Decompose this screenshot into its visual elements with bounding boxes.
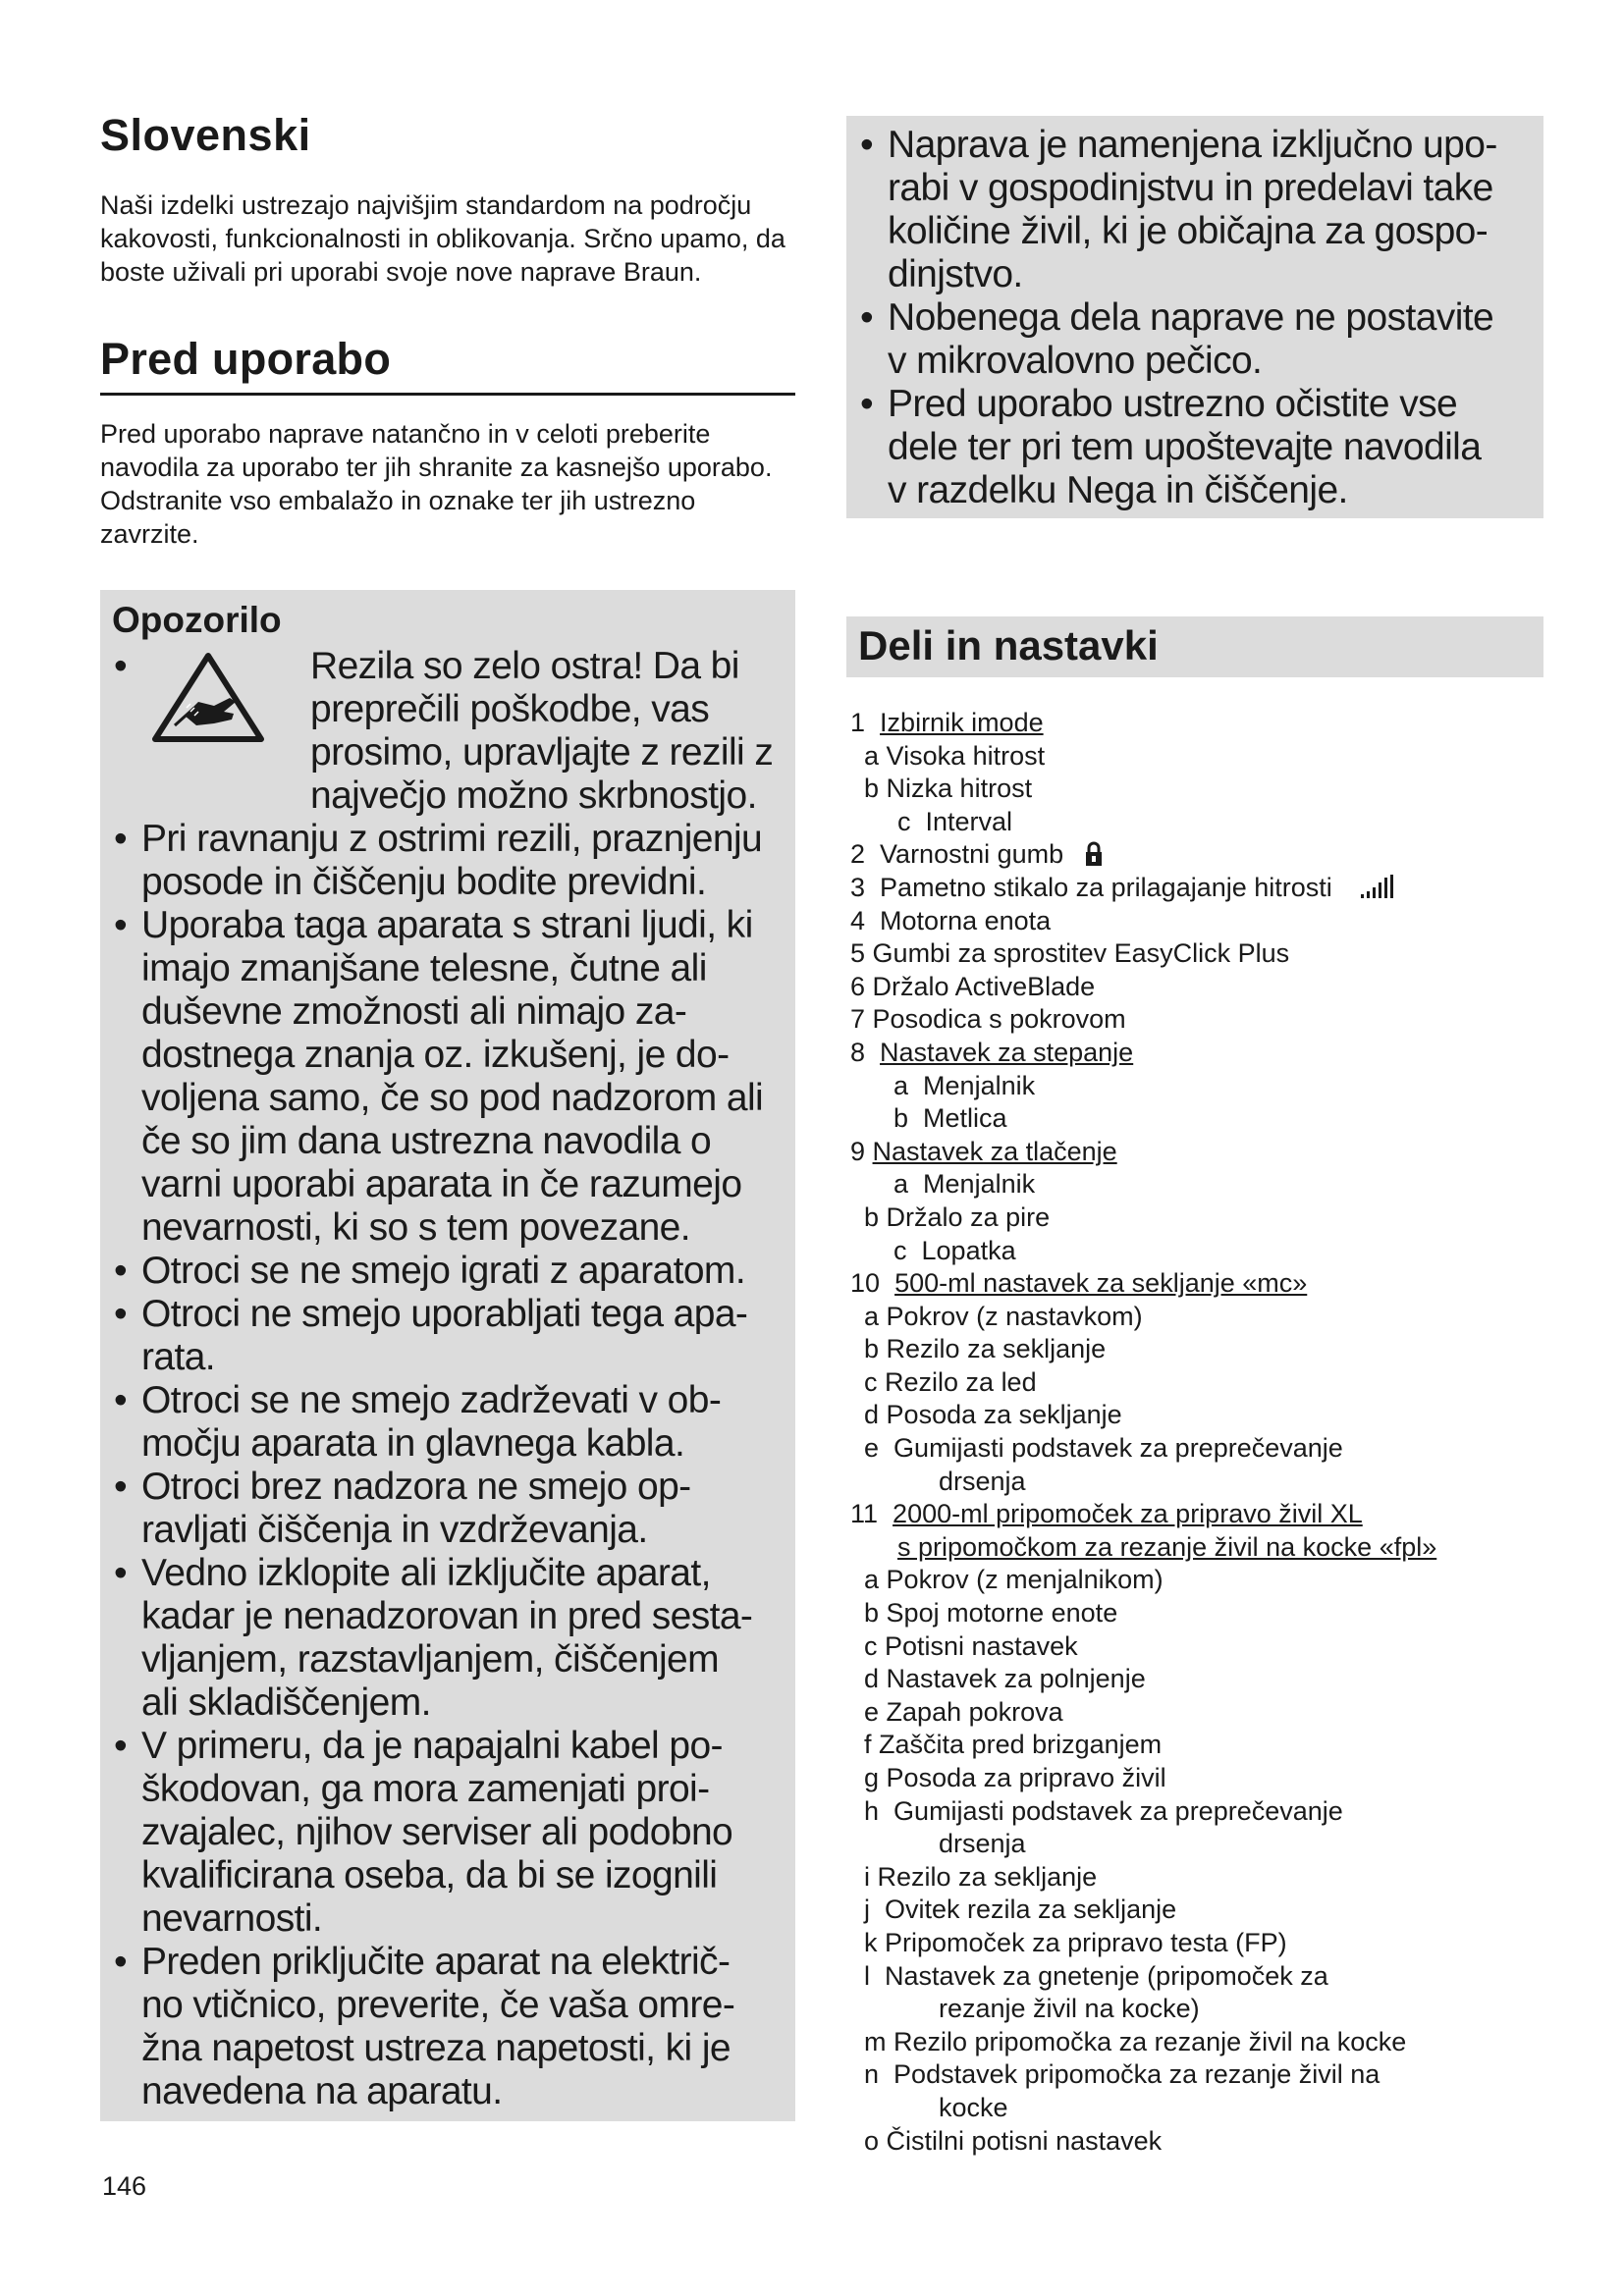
right-column xyxy=(846,116,1543,2158)
before-use-section xyxy=(100,334,795,551)
parts-item: 3 Pametno stikalo za prilagajanje hitrosti xyxy=(846,872,1543,905)
parts-item: c Potisni nastavek xyxy=(864,1630,1078,1661)
parts-item: a Visoka hitrost xyxy=(864,740,1046,771)
warning-item: • Vedno izklopite ali izključite aparat, kadar je nenadzorovan in pred sesta- vljanjem, razstavljanjem, čiščenjem ali skladiščenjem. xyxy=(112,1552,782,1725)
usage-note: • Nobenega dela naprave ne postavite v mikrovalovno pečico. xyxy=(858,296,1532,383)
signal-bars-icon xyxy=(1361,875,1394,898)
lock-icon xyxy=(1085,841,1103,867)
parts-list xyxy=(846,707,1543,2158)
parts-heading: Deli in nastavki xyxy=(858,622,1159,668)
parts-item: a Menjalnik xyxy=(893,1169,1036,1200)
parts-item: drsenja xyxy=(939,1829,1026,1859)
parts-item: b Metlica xyxy=(893,1103,1007,1134)
parts-item: h Gumijasti podstavek za preprečevanje xyxy=(864,1795,1343,1826)
warning-item: • Uporaba taga aparata s strani ljudi, ki imajo zmanjšane telesne, čutne ali duševne zmožnosti ali nimajo za- dostnega znanja oz. izkušenj, je do- voljena samo, če so pod nadzorom ali če so jim dana ustrezna navodila o varni uporabi aparata in če razumejo nevarnosti, ki so s tem povezane. xyxy=(112,904,782,1250)
parts-item: a Menjalnik xyxy=(893,1070,1036,1100)
parts-item: c Interval xyxy=(897,806,1013,836)
parts-item: 7 Posodica s pokrovom xyxy=(850,1004,1126,1035)
warning-item: • Otroci se ne smejo igrati z aparatom. xyxy=(112,1250,782,1293)
parts-item: 8 Nastavek za stepanje xyxy=(850,1037,1134,1067)
parts-item: a Pokrov (z nastavkom) xyxy=(864,1301,1143,1331)
warning-box xyxy=(100,590,795,2121)
parts-item: l Nastavek za gnetenje (pripomoček za xyxy=(864,1960,1328,1991)
parts-item: b Nizka hitrost xyxy=(864,774,1033,804)
before-use-heading: Pred uporabo xyxy=(100,334,392,384)
parts-item: 9 Nastavek za tlačenje xyxy=(850,1136,1117,1166)
warning-item: • Preden priključite aparat na električ- no vtičnico, preverite, če vaša omre- žna napetost ustreza napetosti, ki je navedena na aparatu. xyxy=(112,1941,782,2113)
parts-item: k Pripomoček za pripravo testa (FP) xyxy=(864,1927,1287,1957)
left-column xyxy=(100,110,795,2121)
parts-item: b Spoj motorne enote xyxy=(864,1598,1118,1629)
usage-note: • Naprava je namenjena izključno upo- rabi v gospodinjstvu in predelavi take količine živil, ki je običajna za gospo- dinjstvo. xyxy=(858,124,1532,296)
page-number: 146 xyxy=(102,2171,147,2201)
before-use-text: Pred uporabo naprave natančno in v celoti preberite navodila za uporabo ter jih shranite za kasnejšo uporabo. Odstranite vso embalažo in oznake ter jih ustrezno zavrzite. xyxy=(100,419,773,549)
warning-item: • V primeru, da je napajalni kabel po- škodovan, ga mora zamenjati proi- zvajalec, njihov serviser ali podobno kvalificirana oseba, da bi se izognili nevarnosti. xyxy=(112,1725,782,1941)
parts-item: b Držalo za pire xyxy=(864,1201,1051,1232)
parts-item: kocke xyxy=(939,2092,1008,2122)
intro-text: Naši izdelki ustrezajo najvišjim standardom na področju kakovosti, funkcionalnosti in oblikovanja. Srčno upamo, da boste uživali pri uporabi svoje nove naprave Braun. xyxy=(100,190,785,287)
warning-item: • Otroci ne smejo uporabljati tega apa- rata. xyxy=(112,1293,782,1379)
parts-item: 2 Varnostni gumb xyxy=(846,838,1543,872)
parts-item: n Podstavek pripomočka za rezanje živil na xyxy=(864,2059,1380,2090)
usage-note: • Pred uporabo ustrezno očistite vse dele ter pri tem upoštevajte navodila v razdelku Nega in čiščenje. xyxy=(858,383,1532,512)
parts-item: s pripomočkom za rezanje živil na kocke «fpl» xyxy=(897,1531,1437,1562)
parts-item: drsenja xyxy=(939,1466,1026,1496)
parts-item: 4 Motorna enota xyxy=(850,905,1052,935)
parts-item: d Posoda za sekljanje xyxy=(864,1400,1122,1430)
usage-notes-box xyxy=(846,116,1543,518)
parts-item: e Zapah pokrova xyxy=(864,1696,1063,1727)
parts-item: 1 Izbirnik imode xyxy=(850,708,1044,737)
parts-item: f Zaščita pred brizganjem xyxy=(864,1730,1163,1760)
parts-item: 6 Držalo ActiveBlade xyxy=(850,971,1096,1001)
parts-item: e Gumijasti podstavek za preprečevanje xyxy=(864,1433,1343,1464)
parts-item: b Rezilo za sekljanje xyxy=(864,1334,1107,1364)
parts-item: j Ovitek rezila za sekljanje xyxy=(864,1895,1177,1925)
warning-item: • Otroci brez nadzora ne smejo op- ravljati čiščenja in vzdrževanja. xyxy=(112,1466,782,1552)
parts-item: c Lopatka xyxy=(893,1235,1016,1265)
parts-item: m Rezilo pripomočka za rezanje živil na kocke xyxy=(864,2026,1407,2056)
heading-rule xyxy=(100,393,795,396)
parts-heading-box xyxy=(846,616,1543,677)
intro-section xyxy=(100,188,795,289)
warning-item: • Pri ravnanju z ostrimi rezili, praznjenju posode in čiščenju bodite previdni. xyxy=(112,818,782,904)
language-heading: Slovenski xyxy=(100,110,311,160)
warning-heading: Opozorilo xyxy=(112,600,282,640)
parts-item: o Čistilni potisni nastavek xyxy=(864,2125,1163,2156)
parts-item: g Posoda za pripravo živil xyxy=(864,1763,1166,1792)
parts-item: 10 500-ml nastavek za sekljanje «mc» xyxy=(850,1268,1308,1299)
sharp-blade-warning-icon xyxy=(151,651,265,745)
warning-item xyxy=(112,645,782,818)
parts-item: c Rezilo za led xyxy=(864,1366,1037,1397)
parts-item: rezanje živil na kocke) xyxy=(939,1994,1200,2024)
warning-item: • Otroci se ne smejo zadrževati v ob- močju aparata in glavnega kabla. xyxy=(112,1379,782,1466)
warning-blade-text: • Rezila so zelo ostra! Da bi preprečili poškodbe, vas prosimo, upravljajte z rezili z največjo možno skrbnostjo. xyxy=(310,645,774,817)
parts-item: 11 2000-ml pripomoček za pripravo živil XL xyxy=(850,1499,1363,1529)
parts-item: a Pokrov (z menjalnikom) xyxy=(864,1565,1164,1595)
parts-item: 5 Gumbi za sprostitev EasyClick Plus xyxy=(850,938,1290,969)
parts-item: d Nastavek za polnjenje xyxy=(864,1664,1146,1694)
parts-item: i Rezilo za sekljanje xyxy=(864,1861,1098,1892)
